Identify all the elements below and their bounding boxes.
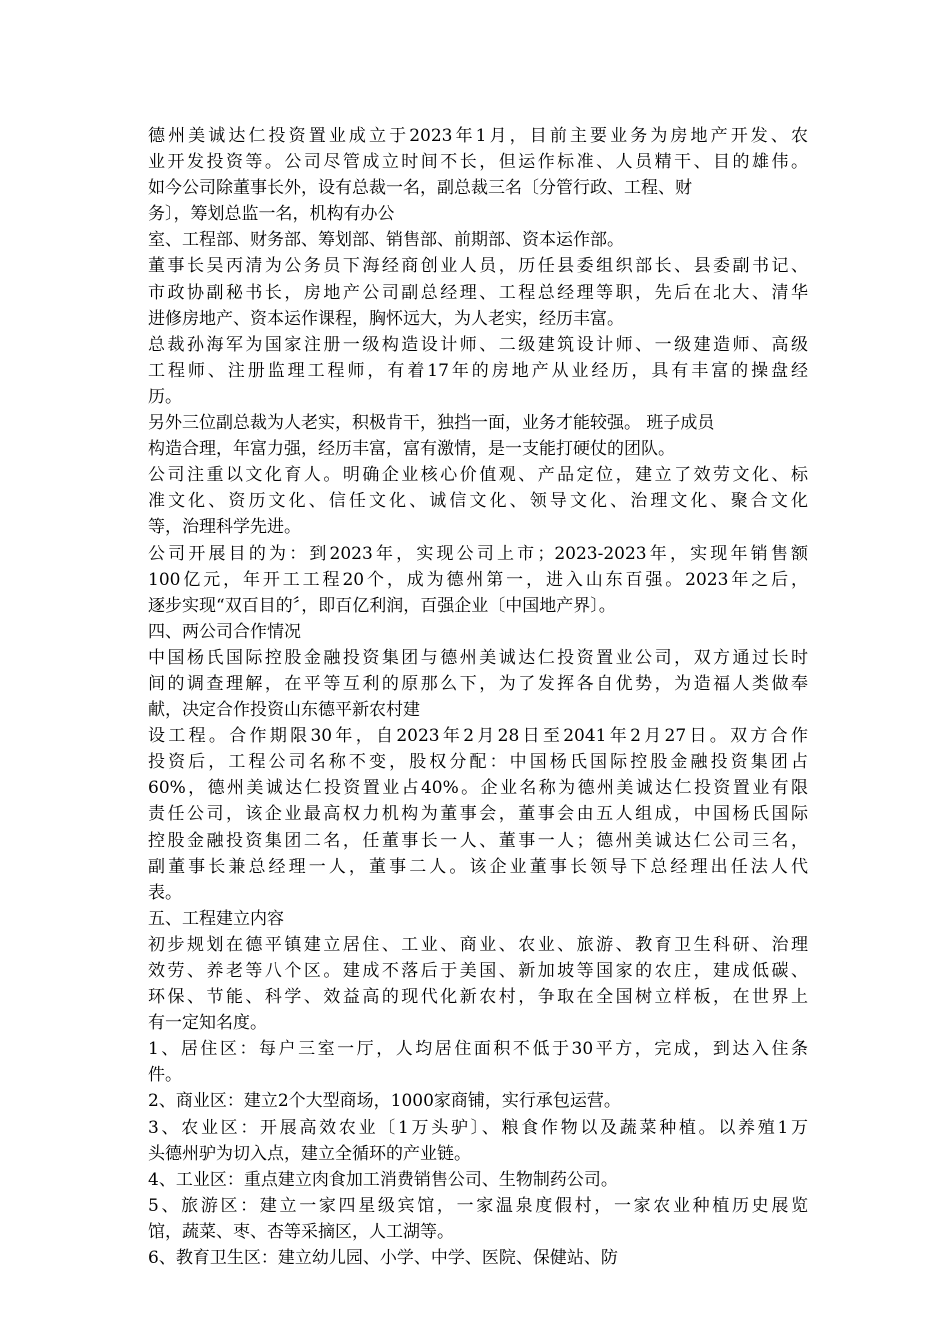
text-line: 3、农业区：开展高效农业〔1万头驴〕、粮食作物以及蔬菜种植。以养殖1万	[148, 1117, 808, 1138]
text-line: 献，决定合作投资山东德平新农村建	[148, 700, 420, 721]
text-line: 务〕，筹划总监一名，机构有办公	[148, 204, 395, 225]
text-line: 德州美诚达仁投资置业成立于2023年1月，目前主要业务为房地产开发、农	[148, 126, 808, 146]
text-line: 进修房地产、资本运作课程，胸怀远大，为人老实，经历丰富。	[148, 308, 624, 329]
text-line: 市政协副秘书长，房地产公司副总经理、工程总经理等职，先后在北大、清华	[148, 282, 808, 303]
text-line: 头德州驴为切入点，建立全循环的产业链。	[148, 1143, 471, 1164]
text-line: 逐步实现“双百目的〞，即百亿利润，百强企业〔中国地产界〕。	[148, 595, 616, 616]
text-line: 2、商业区：建立2个大型商场，1000家商铺，实行承包运营。	[148, 1091, 621, 1112]
text-line: 总裁孙海军为国家注册一级构造设计师、二级建筑设计师、一级建造师、高级	[148, 334, 808, 355]
text-line: 历。	[148, 386, 182, 407]
text-line: 公司注重以文化育人。明确企业核心价值观、产品定位，建立了效劳文化、标	[148, 465, 808, 486]
text-line: 效劳、养老等八个区。建成不落后于美国、新加坡等国家的农庄，建成低碳、	[148, 961, 808, 981]
text-line: 准文化、资历文化、信任文化、诚信文化、领导文化、治理文化、聚合文化	[148, 491, 808, 512]
text-line: 构造合理，年富力强，经历丰富，富有激情，是一支能打硬仗的团队。	[148, 439, 675, 460]
text-line: 100亿元，年开工工程20个，成为德州第一，进入山东百强。2023年之后，	[148, 569, 808, 590]
text-line: 另外三位副总裁为人老实，积极肯干，独挡一面，业务才能较强。 班子成员	[148, 413, 715, 434]
text-line: 表。	[148, 882, 182, 903]
text-line: 投资后，工程公司名称不变，股权分配：中国杨氏国际控股金融投资集团占	[148, 752, 808, 773]
text-line: 有一定知名度。	[148, 1013, 267, 1034]
text-line: 初步规划在德平镇建立居住、工业、商业、农业、旅游、教育卫生科研、治理	[148, 934, 808, 955]
text-line: 4、工业区：重点建立肉食加工消费销售公司、生物制药公司。	[148, 1169, 618, 1190]
text-line: 工程师、注册监理工程师，有着17年的房地产从业经历，具有丰富的操盘经	[148, 360, 808, 381]
text-line: 公司开展目的为：到2023年，实现公司上市；2023-2023年，实现年销售额	[148, 543, 808, 564]
text-line: 设工程。合作期限30年，自2023年2月28日至2041年2月27日。双方合作	[148, 726, 808, 747]
text-line: 室、工程部、财务部、筹划部、销售部、前期部、资本运作部。	[148, 230, 624, 251]
text-line: 件。	[148, 1065, 182, 1086]
text-line: 等，治理科学先进。	[148, 517, 301, 538]
text-line: 五、工程建立内容	[148, 908, 284, 929]
text-line: 控股金融投资集团二名，任董事长一人、董事一人；德州美诚达仁公司三名，	[148, 830, 808, 851]
text-line: 环保、节能、科学、效益高的现代化新农村，争取在全国树立样板，在世界上	[148, 987, 808, 1008]
text-line: 中国杨氏国际控股金融投资集团与德州美诚达仁投资置业公司，双方通过长时	[148, 647, 808, 668]
text-line: 5、旅游区：建立一家四星级宾馆，一家温泉度假村，一家农业种植历史展览	[148, 1195, 808, 1216]
text-line: 6、教育卫生区：建立幼儿园、小学、中学、医院、保健站、防	[148, 1248, 618, 1269]
text-line: 1、居住区：每户三室一厅，人均居住面积不低于30平方，完成，到达入住条	[148, 1039, 808, 1060]
text-line: 四、两公司合作情况	[148, 621, 301, 642]
text-line: 董事长吴丙清为公务员下海经商创业人员，历任县委组织部长、县委副书记、	[148, 256, 808, 277]
document-body	[148, 123, 808, 1271]
text-line: 间的调查理解，在平等互利的原那么下，为了发挥各自优势，为造福人类做奉	[148, 673, 808, 694]
text-line: 业开发投资等。公司尽管成立时间不长，但运作标准、人员精干、目的雄伟。	[148, 152, 808, 173]
text-line: 副董事长兼总经理一人，董事二人。该企业董事长领导下总经理出任法人代	[148, 856, 808, 877]
text-line: 责任公司，该企业最高权力机构为董事会，董事会由五人组成，中国杨氏国际	[148, 804, 808, 825]
text-line: 如今公司除董事长外，设有总裁一名，副总裁三名〔分管行政、工程、财	[148, 178, 692, 199]
text-line: 馆，蔬菜、枣、杏等采摘区，人工湖等。	[148, 1221, 454, 1242]
text-line: 60%，德州美诚达仁投资置业占40%。企业名称为德州美诚达仁投资置业有限	[148, 778, 808, 799]
